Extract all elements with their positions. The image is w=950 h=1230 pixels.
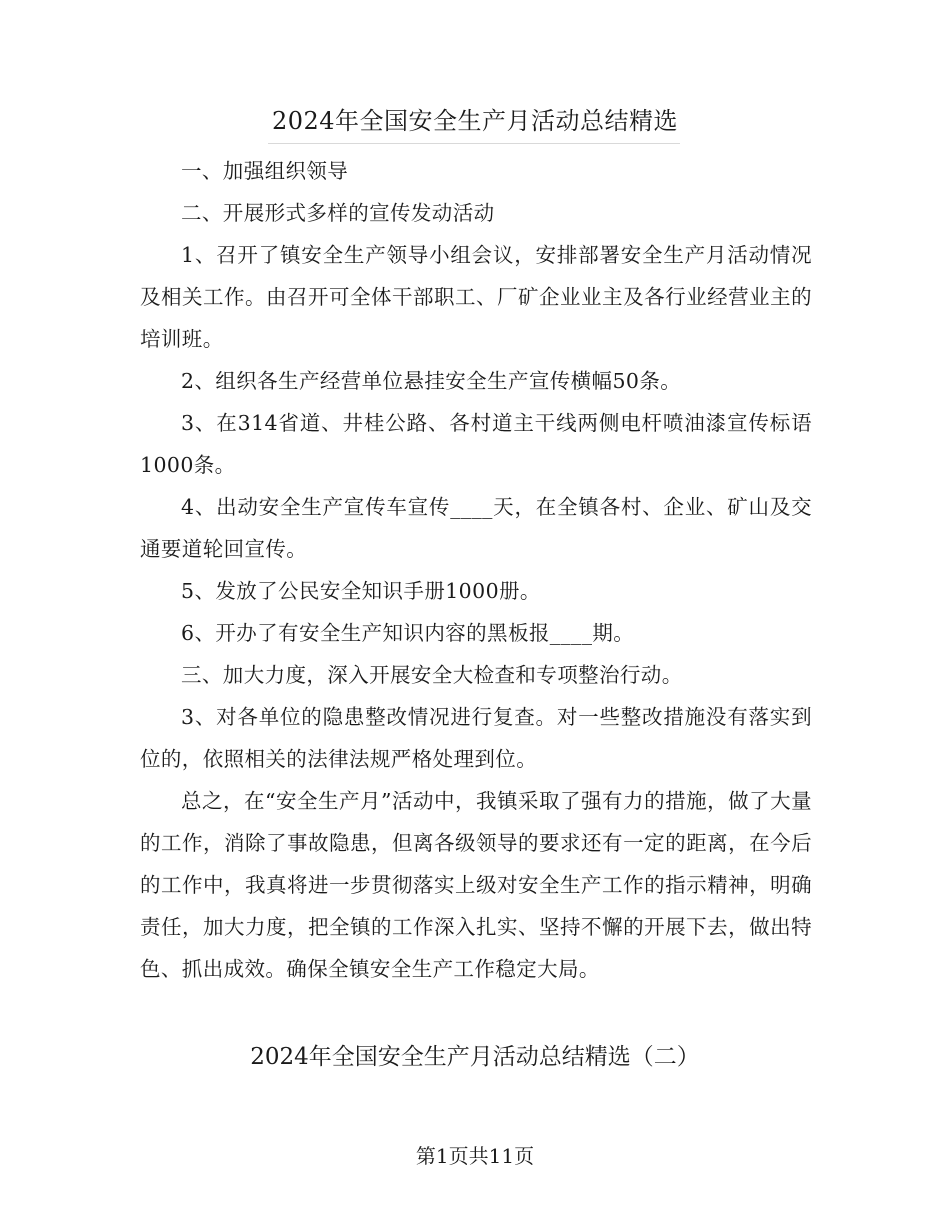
document-body <box>140 150 812 990</box>
document-title: 2024年全国安全生产月活动总结精选 <box>271 107 679 135</box>
page-number: 第1页共11页 <box>415 1144 535 1168</box>
paragraph-item-4: 4、出动安全生产宣传车宣传____天，在全镇各村、企业、矿山及交通要道轮回宣传。 <box>140 495 812 561</box>
title-underline <box>268 143 680 144</box>
heading-inspection: 三、加大力度，深入开展安全大检查和专项整治行动。 <box>181 663 683 687</box>
paragraph-summary: 总之，在“安全生产月”活动中，我镇采取了强有力的措施，做了大量的工作，消除了事故隐患，但离各级领导的要求还有一定的距离，在今后的工作中，我真将进一步贯彻落实上级对安全生产工作的指示精神，明确责任，加大力度，把全镇的工作深入扎实、坚持不懈的开展下去，做出特色、抓出成效。确保全镇安全生产工作稳定大局。 <box>140 789 812 981</box>
heading-publicity: 二、开展形式多样的宣传发动活动 <box>181 201 495 225</box>
paragraph-item-6: 6、开办了有安全生产知识内容的黑板报____期。 <box>181 621 635 645</box>
paragraph-recheck: 3、对各单位的隐患整改情况进行复查。对一些整改措施没有落实到位的，依照相关的法律法规严格处理到位。 <box>140 705 812 771</box>
heading-organize: 一、加强组织领导 <box>181 159 349 183</box>
paragraph-item-3: 3、在314省道、井桂公路、各村道主干线两侧电杆喷油漆宣传标语1000条。 <box>140 411 812 477</box>
section-two-title: 2024年全国安全生产月活动总结精选（二） <box>250 1044 700 1070</box>
paragraph-item-5: 5、发放了公民安全知识手册1000册。 <box>181 579 541 603</box>
paragraph-item-1: 1、召开了镇安全生产领导小组会议，安排部署安全生产月活动情况及相关工作。由召开可全体干部职工、厂矿企业业主及各行业经营业主的培训班。 <box>140 243 812 351</box>
paragraph-item-2: 2、组织各生产经营单位悬挂安全生产宣传横幅50条。 <box>181 369 682 393</box>
